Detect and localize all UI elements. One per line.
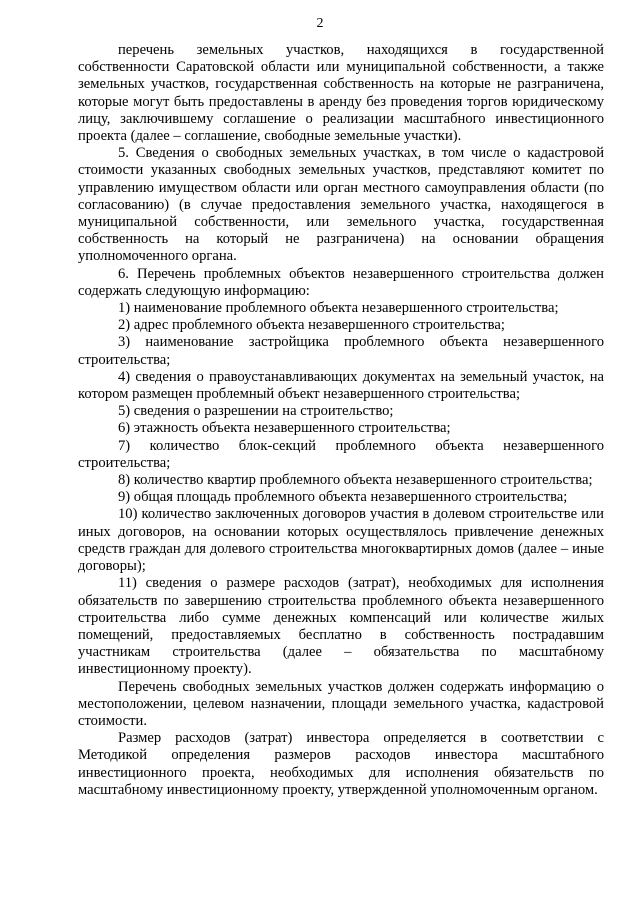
list-item-1: 1) наименование проблемного объекта незавершенного строительства; [118, 300, 559, 317]
paragraph-free-plots-info: Перечень свободных земельных участков должен содержать информацию о местоположении, целевом назначении, площади земельного участка, кадастровой стоимости. [78, 678, 604, 729]
paragraph-investor-expenses: Размер расходов (затрат) инвестора определяется в соответствии с Методикой определения размеров расходов инвестора масштабного инвестиционного проекта, необходимых для исполнения обязательств по масштабному инвестиционному проекту, утвержденной уполномоченным органом. [78, 730, 604, 798]
list-item-7: 7) количество блок-секций проблемного объекта незавершенного строительства; [78, 437, 604, 471]
document-body [78, 42, 604, 799]
list-item-4: 4) сведения о правоустанавливающих документах на земельный участок, на котором размещен проблемный объект незавершенного строительства; [78, 368, 604, 403]
list-item-11: 11) сведения о размере расходов (затрат), необходимых для исполнения обязательств по завершению строительства проблемного объекта незавершенного строительства либо сумме денежных компенсаций или количестве жилых помещений, предоставляемых бесплатно в собственность пострадавшим участникам строительства (далее – обязательства по масштабному инвестиционному проекту). [78, 575, 604, 678]
paragraph-land-plots-list: перечень земельных участков, находящихся в государственной собственности Саратовской области или муниципальной собственности, а также земельных участков, государственная собственность на которые не разграничена, которые могут быть предоставлены в аренду без проведения торгов юридическому лицу, заключившему соглашение о реализации масштабного инвестиционного проекта (далее – соглашение, свободные земельные участки). [78, 42, 604, 145]
list-item-3: 3) наименование застройщика проблемного объекта незавершенного строительства; [78, 334, 604, 368]
list-item-6: 6) этажность объекта незавершенного строительства; [118, 420, 451, 437]
paragraph-item-5: 5. Сведения о свободных земельных участках, в том числе о кадастровой стоимости указанных свободных земельных участков, представляют комитет по управлению имуществом области или орган местного самоуправления области (по согласованию) (в случае предоставления земельного участка, находящегося в муниципальной собственности, или земельного участка, государственная собственность на который не разграничена) на основании обращения уполномоченного органа. [78, 145, 604, 265]
list-item-10: 10) количество заключенных договоров участия в долевом строительстве или иных договоров, на основании которых осуществлялось привлечение денежных средств граждан для долевого строительства многоквартирных домов (далее – иные договоры); [78, 506, 604, 575]
list-item-9: 9) общая площадь проблемного объекта незавершенного строительства; [118, 489, 568, 506]
page-number: 2 [316, 16, 324, 31]
paragraph-item-6: 6. Перечень проблемных объектов незавершенного строительства должен содержать следующую информацию: [78, 265, 604, 299]
list-item-5: 5) сведения о разрешении на строительство; [118, 403, 394, 420]
list-item-2: 2) адрес проблемного объекта незавершенного строительства; [118, 317, 505, 334]
list-item-8: 8) количество квартир проблемного объекта незавершенного строительства; [118, 472, 593, 489]
